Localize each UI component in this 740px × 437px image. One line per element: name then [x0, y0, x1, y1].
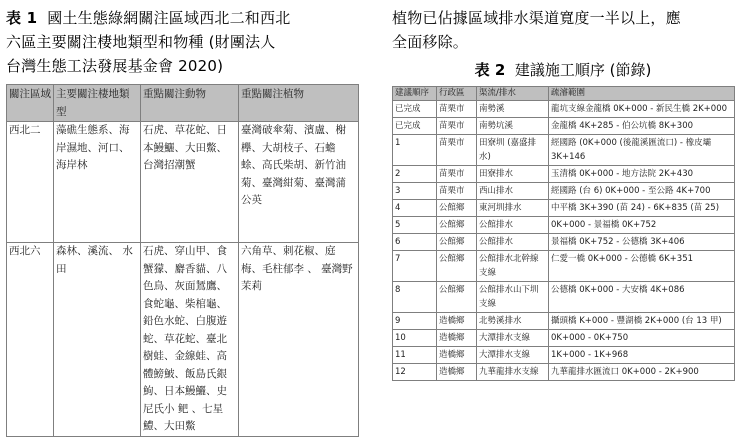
table-row	[393, 313, 735, 330]
table-row	[393, 183, 735, 200]
table2-cell-order: 7	[393, 251, 437, 282]
table2-cell-district: 造橋鄉	[437, 313, 477, 330]
table-row	[393, 364, 735, 381]
table2-cell-district: 苗栗市	[437, 135, 477, 166]
table-row	[393, 217, 735, 234]
table2-cell-channel: 北勢溪排水	[477, 313, 549, 330]
table2-cell-channel: 九華龍排水支線	[477, 364, 549, 381]
table1-header-row	[7, 85, 359, 122]
table2-cell-range: 仁愛一橋 0K+000 - 公德橋 6K+351	[549, 251, 735, 282]
table2-cell-order: 10	[393, 330, 437, 347]
table-row	[393, 135, 735, 166]
table2-cell-order: 5	[393, 217, 437, 234]
table-row	[393, 234, 735, 251]
table-row	[393, 101, 735, 118]
table2-caption-label: 表 2	[474, 61, 506, 79]
table2-cell-channel: 田寮排水	[477, 166, 549, 183]
table-row	[7, 122, 359, 243]
table2-header-channel: 渠流/排水	[477, 87, 549, 101]
table2-caption-text: 建議施工順序 (節錄)	[514, 61, 652, 79]
table2-cell-channel: 公館排水山下圳支線	[477, 282, 549, 313]
table2-cell-range: 景福橋 0K+752 - 公德橋 3K+406	[549, 234, 735, 251]
table2-cell-district: 苗栗市	[437, 101, 477, 118]
table2-cell-district: 苗栗市	[437, 166, 477, 183]
table2-cell-channel: 大潭排水支線	[477, 330, 549, 347]
table2-cell-range: 公德橋 0K+000 - 大安橋 4K+086	[549, 282, 735, 313]
table1-cell-plants: 臺灣破傘菊、濱盧、榭欅、大胡枝子、石蟾蜍、高氏柴胡、新竹油菊、臺灣紺菊、臺灣蒲公英	[239, 122, 359, 243]
table2-cell-district: 造橋鄉	[437, 330, 477, 347]
table2-cell-range: 龍坑支線金龍橋 0K+000 - 新民生橋 2K+000	[549, 101, 735, 118]
table2-cell-range: 金龍橋 4K+285 - 伯公坑橋 8K+300	[549, 118, 735, 135]
table1-header-animals: 重點關注動物	[141, 85, 239, 122]
table2-cell-channel: 東河圳排水	[477, 200, 549, 217]
table-row	[393, 166, 735, 183]
table2-cell-range: 經國路 (台 6) 0K+000 - 至公路 4K+700	[549, 183, 735, 200]
table2-cell-district: 苗栗市	[437, 118, 477, 135]
table2-caption	[392, 58, 734, 82]
table2-cell-channel: 大潭排水支線	[477, 347, 549, 364]
table2-cell-order: 3	[393, 183, 437, 200]
table2-cell-district: 公館鄉	[437, 251, 477, 282]
table2-cell-range: 九華龍排水匯流口 0K+000 - 2K+900	[549, 364, 735, 381]
table-row	[393, 251, 735, 282]
table2-cell-channel: 西山排水	[477, 183, 549, 200]
table2-cell-range: 攝頭橋 K+000 - 豐湖橋 2K+000 (台 13 甲)	[549, 313, 735, 330]
table1-cell-animals: 石虎、穿山甲、食蟹獴、麝香貓、八色鳥、灰面鵟鷹、食蛇龜、柴棺龜、鉛色水蛇、白腹遊蛇、草花蛇、臺北樹蛙、金線蛙、高體鰟鮍、飯島氏銀鮈、日本鰻鱺、史尼氏小 鲃 、七星鱧、大田鱉	[141, 243, 239, 437]
table2-cell-order: 2	[393, 166, 437, 183]
table2-cell-district: 造橋鄉	[437, 347, 477, 364]
table2-cell-district: 苗栗市	[437, 183, 477, 200]
table2-cell-order: 6	[393, 234, 437, 251]
table1-header-plants: 重點關注植物	[239, 85, 359, 122]
table2-cell-range: 0K+000 - 景福橋 0K+752	[549, 217, 735, 234]
table-row	[393, 347, 735, 364]
table2-cell-channel: 公館排水	[477, 234, 549, 251]
table2-body	[393, 101, 735, 381]
table2-cell-district: 公館鄉	[437, 234, 477, 251]
table1-caption-text1: 國土生態綠網關注區域西北二和西北	[47, 9, 291, 27]
table2-cell-order: 已完成	[393, 118, 437, 135]
table2-cell-district: 公館鄉	[437, 200, 477, 217]
table1-caption-line3: 台灣生態工法發展基金會 2020)	[6, 57, 224, 75]
table1	[6, 84, 359, 437]
table1-cell-habitat: 藻礁生態系、海岸濕地、河口、海岸林	[54, 122, 141, 243]
table2-header-order: 建議順序	[393, 87, 437, 101]
intro-line1: 植物已佔據區域排水渠道寬度一半以上，應	[392, 9, 681, 27]
table-row	[393, 118, 735, 135]
table1-caption-line1	[6, 6, 360, 30]
table2-cell-channel: 公館排水北幹線支線	[477, 251, 549, 282]
table2	[392, 86, 735, 381]
table2-cell-order: 1	[393, 135, 437, 166]
table2-cell-order: 9	[393, 313, 437, 330]
table-row	[393, 330, 735, 347]
intro-line2: 全面移除。	[392, 33, 469, 51]
table1-cell-plants: 六角草、刺花椒、庭梅、毛柱郁李 、 臺灣野茉莉	[239, 243, 359, 437]
table2-cell-range: 中平橋 3K+390 (苗 24) - 6K+835 (苗 25)	[549, 200, 735, 217]
table1-caption-line2: 六區主要關注棲地類型和物種 (財團法人	[6, 33, 276, 51]
table2-cell-channel: 公館排水	[477, 217, 549, 234]
table2-cell-channel: 南勢溪	[477, 101, 549, 118]
table1-header-region: 關注區域	[7, 85, 54, 122]
table2-header-range: 疏濬範圍	[549, 87, 735, 101]
table2-cell-range: 0K+000 - 0K+750	[549, 330, 735, 347]
table1-cell-animals: 石虎、草花蛇、日本鰻鱺、大田鱉、台灣招潮蟹	[141, 122, 239, 243]
table-row	[393, 282, 735, 313]
table2-cell-order: 4	[393, 200, 437, 217]
left-column	[6, 6, 360, 437]
table2-cell-order: 12	[393, 364, 437, 381]
table2-header-district: 行政區	[437, 87, 477, 101]
table2-cell-order: 已完成	[393, 101, 437, 118]
table2-cell-district: 公館鄉	[437, 282, 477, 313]
table1-cell-region: 西北二	[7, 122, 54, 243]
table1-cell-habitat: 森林、溪流、 水田	[54, 243, 141, 437]
table2-cell-channel: 南勢坑溪	[477, 118, 549, 135]
table2-cell-channel: 田寮圳 (嘉盛排水)	[477, 135, 549, 166]
right-column	[392, 6, 734, 381]
table-row	[393, 200, 735, 217]
table1-caption-label: 表 1	[6, 9, 38, 27]
table2-cell-range: 1K+000 - 1K+968	[549, 347, 735, 364]
table1-cell-region: 西北六	[7, 243, 54, 437]
table-row	[7, 243, 359, 437]
table2-cell-range: 經國路 (0K+000 (後龍溪匯流口) - 橡皮壩 3K+146	[549, 135, 735, 166]
table2-header-row	[393, 87, 735, 101]
table2-cell-district: 公館鄉	[437, 217, 477, 234]
table2-cell-order: 8	[393, 282, 437, 313]
table1-header-habitat: 主要關注棲地類型	[54, 85, 141, 122]
table2-cell-range: 玉清橋 0K+000 - 地方法院 2K+430	[549, 166, 735, 183]
table2-cell-district: 造橋鄉	[437, 364, 477, 381]
table2-cell-order: 11	[393, 347, 437, 364]
